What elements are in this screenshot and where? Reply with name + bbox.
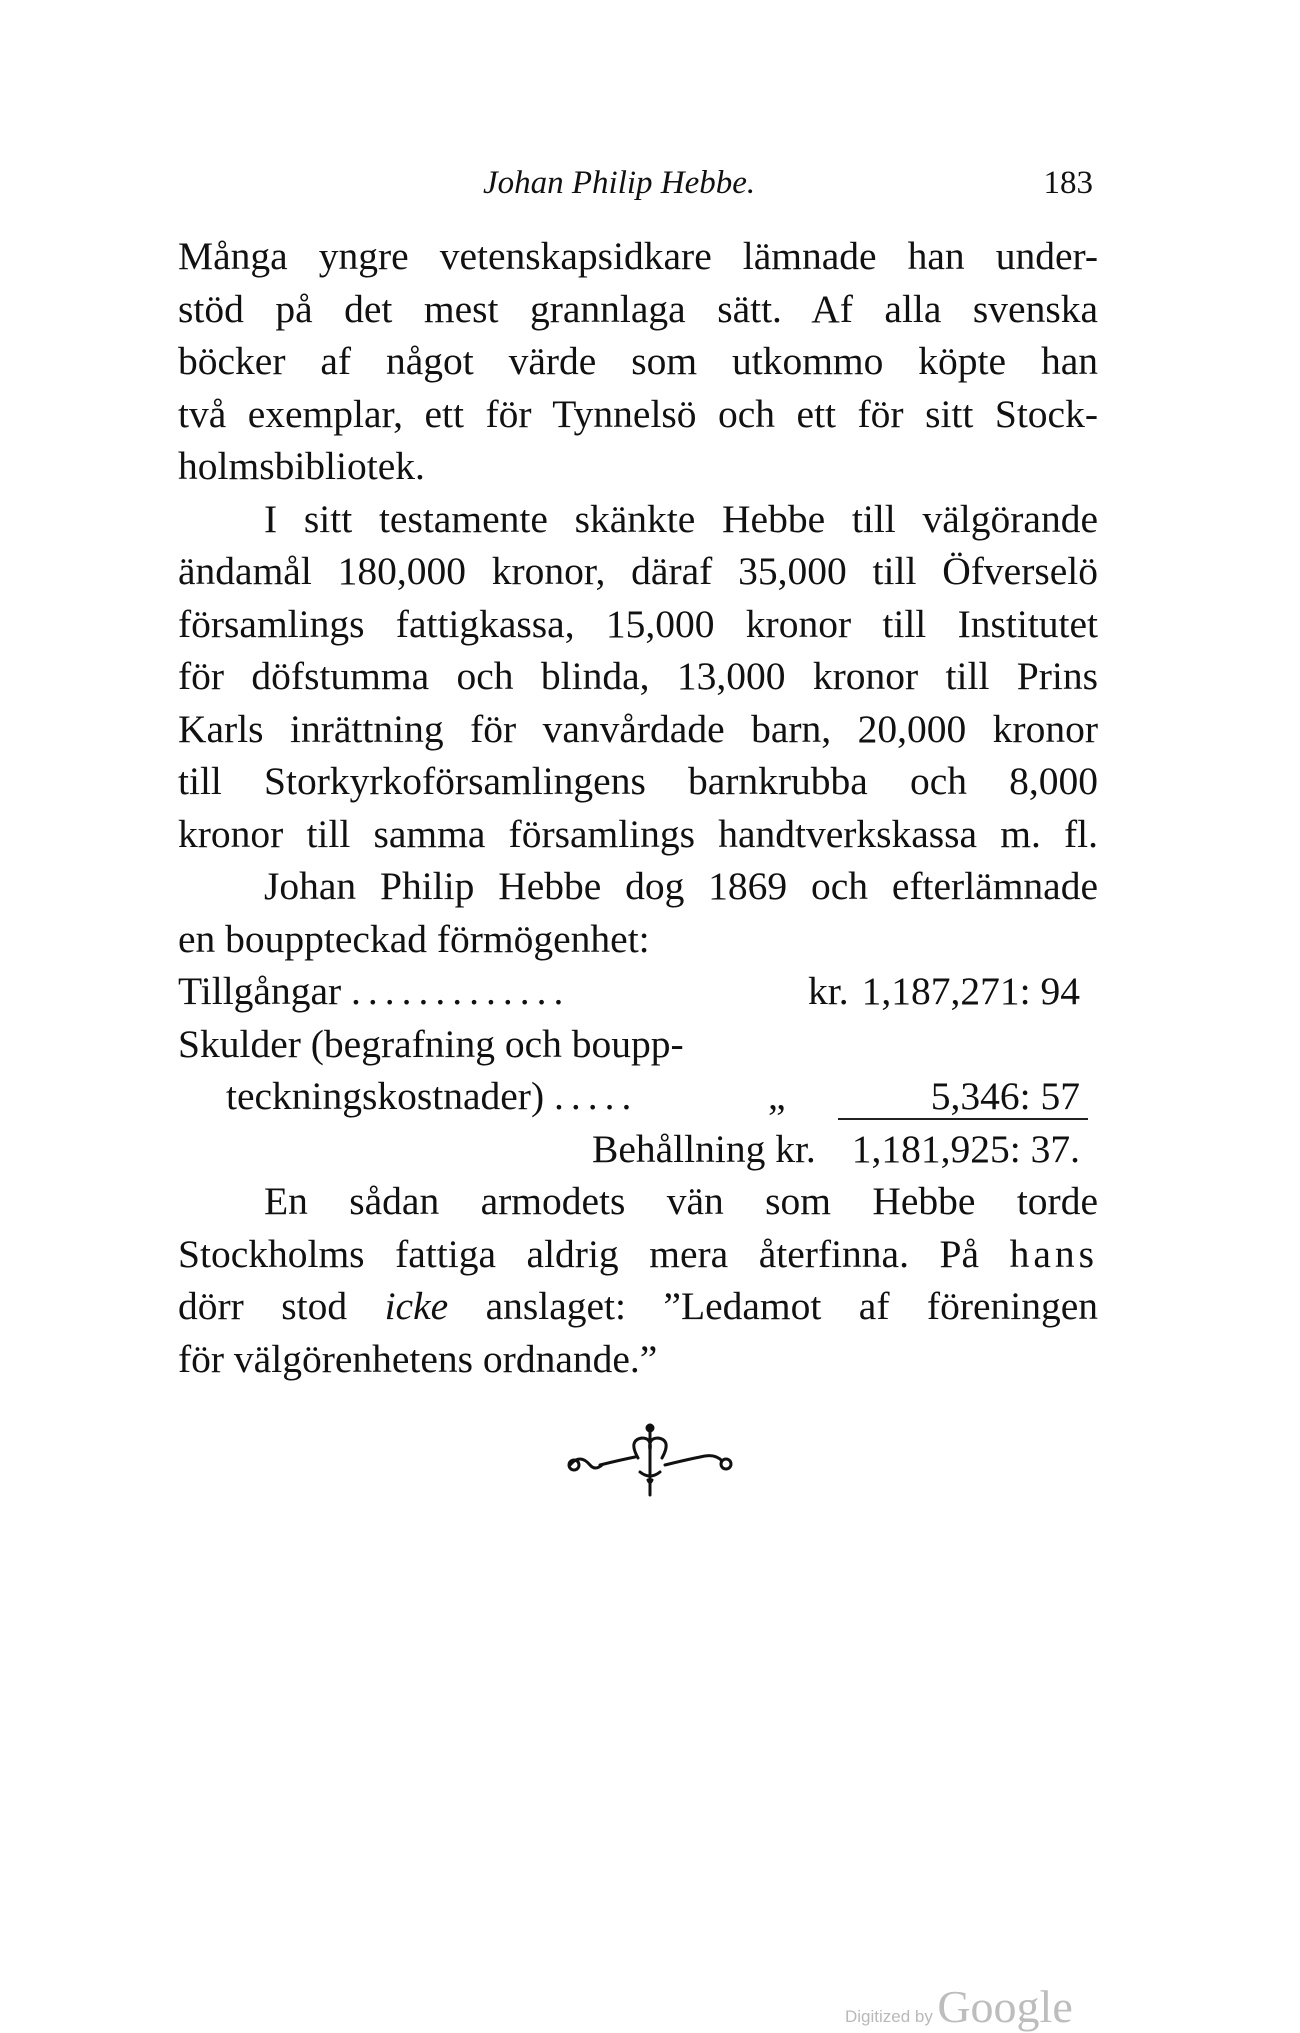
ledger-assets-row bbox=[178, 965, 1098, 1018]
watermark-digitized: Digitized by bbox=[845, 2007, 933, 2026]
text-line: böcker af något värde som utkommo köpte han bbox=[178, 339, 1098, 383]
text-line: kronor till samma församlings handtverkskassa m. fl. bbox=[178, 811, 1098, 856]
text-line: för döfstumma och blinda, 13,000 kronor till Prins bbox=[178, 654, 1098, 698]
text-line bbox=[178, 1228, 1098, 1281]
closing-line-2: Stockholms fattiga aldrig mera återfinna. På bbox=[178, 1231, 980, 1276]
text-line: ändamål 180,000 kronor, däraf 35,000 till Öfverselö bbox=[178, 549, 1098, 593]
assets-label: Tillgångar bbox=[178, 969, 342, 1013]
running-header bbox=[178, 165, 1098, 205]
text-line: två exemplar, ett för Tynnelsö och ett för sitt Stock- bbox=[178, 391, 1098, 436]
body-text bbox=[178, 230, 1098, 1385]
text-line: Johan Philip Hebbe dog 1869 och efterlämnade bbox=[264, 864, 1098, 908]
text-line: I sitt testamente skänkte Hebbe till välgörande bbox=[264, 496, 1098, 541]
sum-rule bbox=[838, 1118, 1088, 1120]
ornament-icon bbox=[560, 1420, 740, 1500]
text-line: Många yngre vetenskapsidkare lämnade han under- bbox=[178, 234, 1098, 278]
text-line: En sådan armodets vän som Hebbe torde bbox=[264, 1179, 1098, 1223]
assets-amount: 1,187,271: 94 bbox=[861, 969, 1080, 1013]
watermark-brand: Google bbox=[937, 1981, 1073, 2032]
ledger-debts-row-1 bbox=[178, 1018, 1098, 1071]
net-amount: 1,181,925: 37. bbox=[851, 1126, 1080, 1171]
debts-leader: ..... bbox=[553, 1074, 639, 1118]
ledger-net-row bbox=[178, 1123, 1098, 1176]
debts-amount: 5,346: 57 bbox=[930, 1074, 1080, 1118]
closing-line-3a: dörr stod bbox=[178, 1284, 348, 1328]
ledger-debts-row-2 bbox=[178, 1070, 1098, 1123]
digitized-watermark bbox=[845, 1980, 1073, 2033]
running-title: Johan Philip Hebbe. bbox=[483, 165, 756, 201]
text-line: för välgörenhetens ordnande.” bbox=[178, 1336, 658, 1381]
debts-ditto: „ bbox=[768, 1074, 786, 1118]
net-label: Behållning kr. bbox=[592, 1126, 816, 1171]
debts-label-1: Skulder (begrafning och boupp- bbox=[178, 1021, 684, 1066]
text-line bbox=[178, 1280, 1098, 1333]
text-line: holmsbibliotek. bbox=[178, 444, 425, 488]
text-line: Karls inrättning för vanvårdade barn, 20,000 kronor bbox=[178, 706, 1098, 751]
debts-label-2: teckningskostnader) bbox=[226, 1074, 545, 1118]
text-line: församlings fattigkassa, 15,000 kronor till Institutet bbox=[178, 601, 1098, 646]
text-line: en bouppteckad förmögenhet: bbox=[178, 916, 650, 961]
closing-italic-word: icke bbox=[384, 1284, 449, 1328]
closing-line-3b: anslaget: ”Ledamot af föreningen bbox=[485, 1284, 1099, 1328]
text-line: till Storkyrkoförsamlingens barnkrubba och 8,000 bbox=[178, 759, 1098, 803]
page-number: 183 bbox=[1043, 165, 1093, 201]
text-line: stöd på det mest grannlaga sätt. Af alla svenska bbox=[178, 286, 1098, 331]
assets-unit: kr. bbox=[808, 969, 849, 1013]
assets-leader: ............. bbox=[351, 969, 571, 1013]
closing-spaced-word: hans bbox=[1009, 1231, 1098, 1276]
